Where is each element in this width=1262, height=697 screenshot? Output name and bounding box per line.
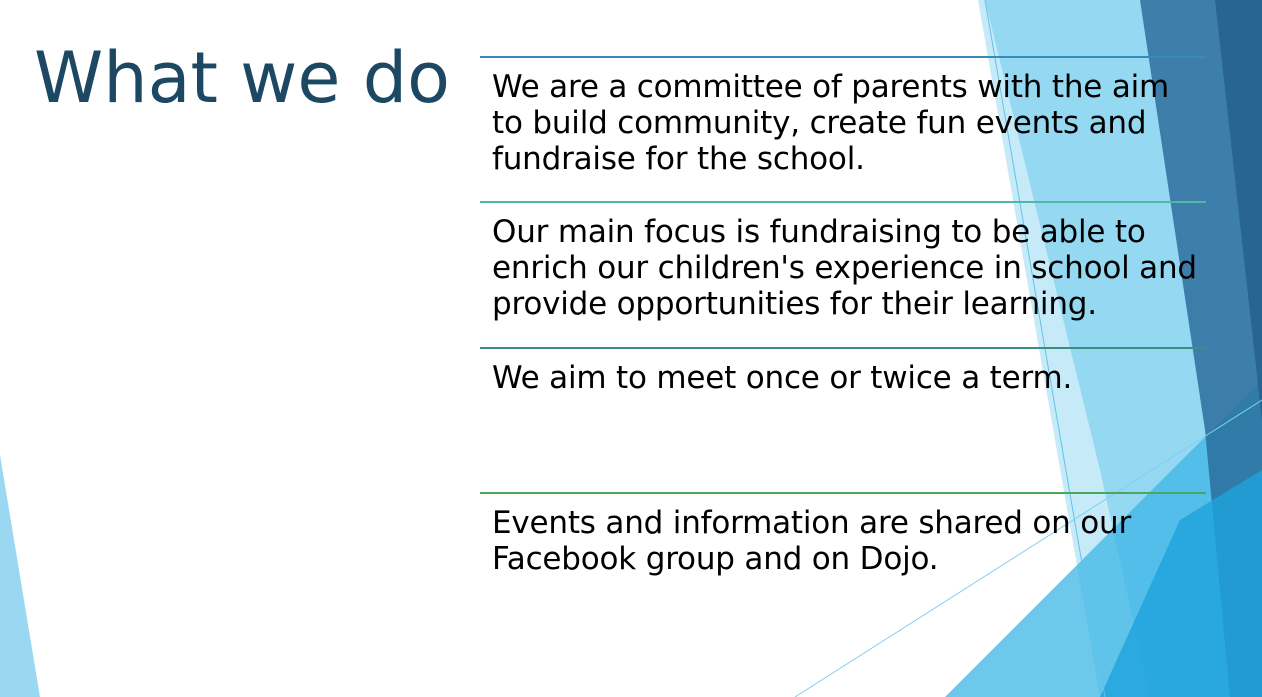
slide-title: What we do — [34, 37, 451, 119]
list-item — [480, 347, 1206, 396]
list-item — [480, 56, 1206, 177]
list-item — [480, 201, 1206, 322]
list-item-text: We are a committee of parents with the aim to build community, create fun events and fundraise for the school. — [492, 69, 1170, 177]
left-accent-shape — [0, 455, 40, 697]
list-item-text: Our main focus is fundraising to be able to enrich our children's experience in school and provide opportunities for their learning. — [492, 214, 1197, 322]
list-item-text: We aim to meet once or twice a term. — [492, 360, 1073, 396]
list-item-text: Events and information are shared on our Facebook group and on Dojo. — [492, 505, 1132, 577]
list-item — [480, 492, 1206, 577]
